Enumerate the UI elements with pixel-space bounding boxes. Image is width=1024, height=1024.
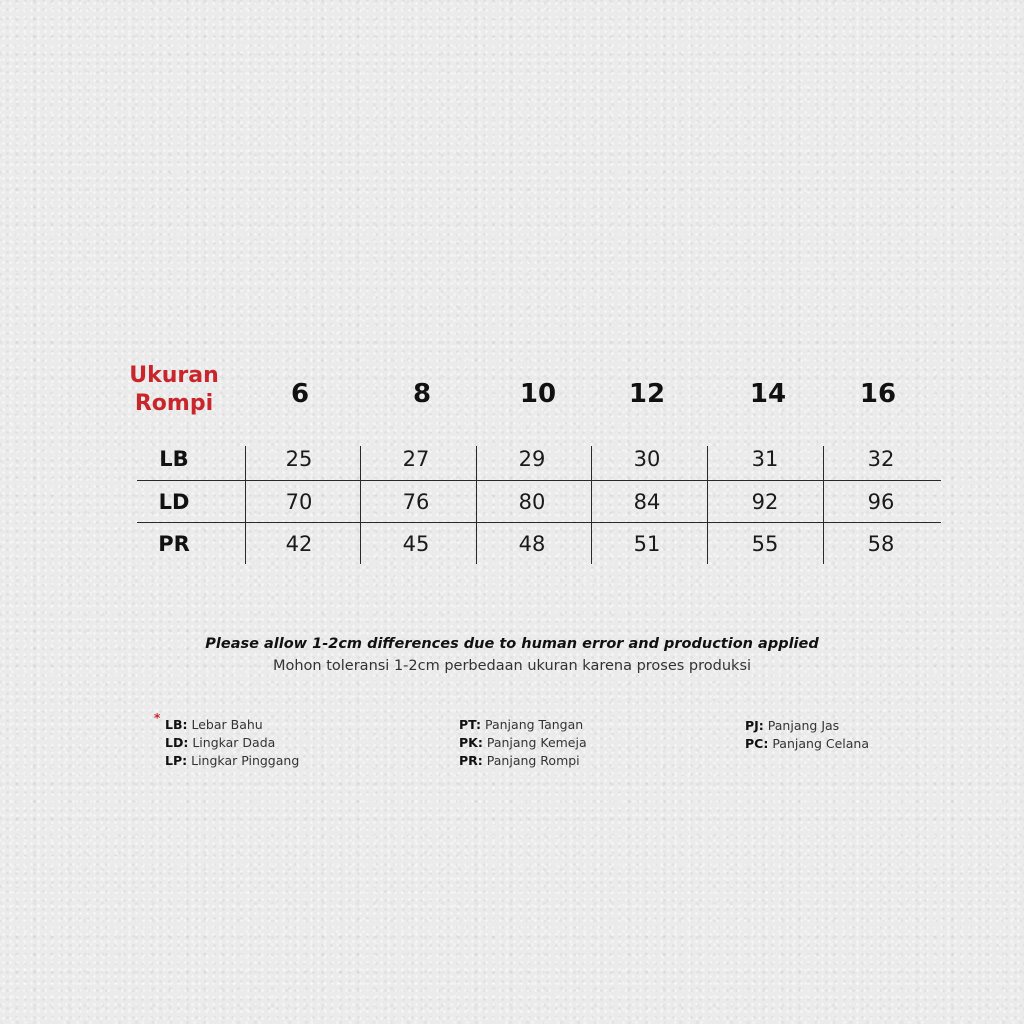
table-cell: 92 [751,490,779,514]
legend-item-pc [745,736,869,752]
legend-item-pt [459,717,583,733]
size-header-8: 8 [412,379,432,409]
legend-abbr: LB: [165,717,188,732]
legend-text: Panjang Kemeja [486,735,587,750]
row-label-pr: PR [158,532,190,556]
table-cell: 76 [402,490,430,514]
legend-text: Panjang Rompi [486,753,580,768]
legend-text: Lingkar Dada [192,735,276,750]
table-row-divider [137,480,941,481]
legend-abbr: LP: [165,753,188,768]
legend-asterisk: * [154,711,161,725]
table-cell: 80 [518,490,546,514]
size-header-14: 14 [749,379,787,409]
legend-abbr: PT: [459,717,482,732]
table-title-line-1: Ukuran [129,363,219,388]
legend-text: Panjang Celana [772,736,869,751]
table-column-divider [823,446,824,564]
table-cell: 96 [867,490,895,514]
legend-abbr: PK: [459,735,483,750]
table-row-divider [137,522,941,523]
legend-text: Panjang Jas [767,718,840,733]
legend-text: Lingkar Pinggang [191,753,300,768]
legend-abbr: LD: [165,735,189,750]
size-header-12: 12 [628,379,666,409]
legend-text: Lebar Bahu [191,717,263,732]
legend-text: Panjang Tangan [485,717,584,732]
table-cell: 48 [518,532,546,556]
legend-item-pr [459,753,580,769]
legend-item-ld [165,735,275,751]
tolerance-note-indonesian: Mohon toleransi 1-2cm perbedaan ukuran karena proses produksi [272,658,752,674]
table-column-divider [245,446,246,564]
table-cell: 55 [751,532,779,556]
table-cell: 29 [518,447,546,471]
table-cell: 58 [867,532,895,556]
table-cell: 70 [285,490,313,514]
row-label-lb: LB [159,447,189,471]
table-cell: 32 [867,447,895,471]
table-cell: 51 [633,532,661,556]
legend-item-pk [459,735,587,751]
legend-abbr: PJ: [745,718,764,733]
table-cell: 25 [285,447,313,471]
table-cell: 45 [402,532,430,556]
legend-abbr: PC: [745,736,769,751]
table-column-divider [476,446,477,564]
table-cell: 31 [751,447,779,471]
tolerance-note-english: Please allow 1-2cm differences due to human error and production applied [205,636,819,652]
legend-item-lp [165,753,299,769]
size-header-6: 6 [290,379,310,409]
table-cell: 27 [402,447,430,471]
legend-abbr: PR: [459,753,483,768]
table-column-divider [707,446,708,564]
table-cell: 30 [633,447,661,471]
legend-item-lb [165,717,263,733]
size-header-10: 10 [519,379,557,409]
table-cell: 42 [285,532,313,556]
legend-item-pj [745,718,839,734]
row-label-ld: LD [158,490,190,514]
size-header-16: 16 [859,379,897,409]
table-column-divider [591,446,592,564]
table-title-line-2: Rompi [134,391,214,416]
table-cell: 84 [633,490,661,514]
table-title [116,362,232,418]
table-column-divider [360,446,361,564]
